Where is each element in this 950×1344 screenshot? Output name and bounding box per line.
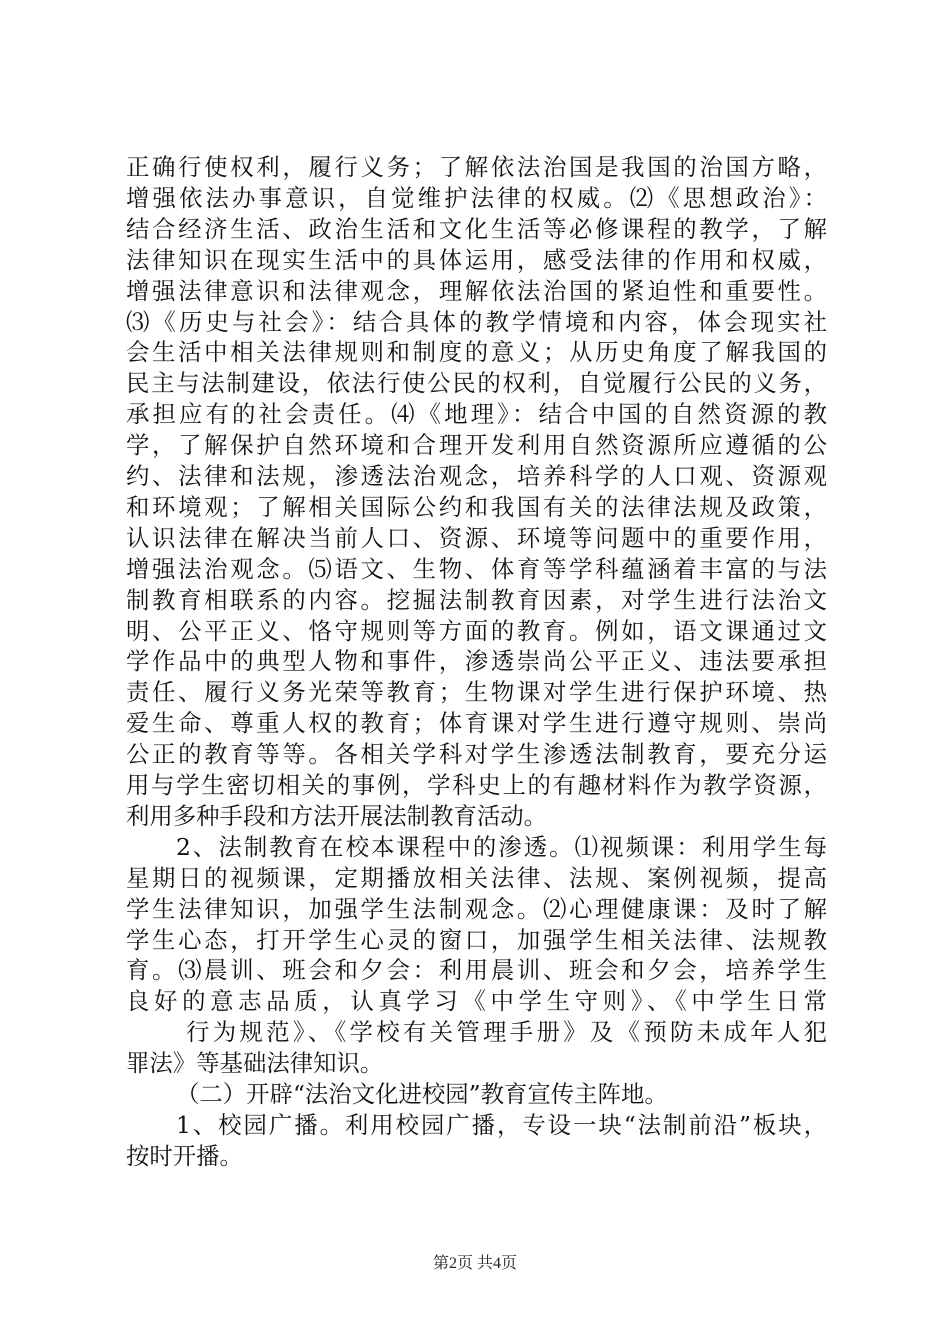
text-line: 承担应有的社会责任。⑷《地理》：结合中国的自然资源的教 — [126, 400, 831, 429]
text-line: 结合经济生活、政治生活和文化生活等必修课程的教学，了解 — [126, 214, 830, 243]
text-line: 和环境观；了解相关国际公约和我国有关的法律法规及政策， — [126, 492, 830, 521]
text-line: 公正的教育等等。各相关学科对学生渗透法制教育，要充分运 — [126, 740, 830, 769]
text-line: 按时开播。 — [126, 1141, 243, 1170]
text-line: 良好的意志品质，认真学习《中学生守则》、《中学生日常 — [126, 987, 832, 1016]
text-line: 爱生命、尊重人权的教育；体育课对学生进行遵守规则、崇尚 — [126, 709, 830, 738]
text-line: 用与学生密切相关的事例，学科史上的有趣材料作为教学资源， — [126, 771, 829, 799]
text-line: 罪法》等基础法律知识。 — [126, 1049, 384, 1078]
text-line: 法律知识在现实生活中的具体运用，感受法律的作用和权威， — [126, 245, 830, 274]
text-line: 1、校园广播。利用校园广播，专设一块“法制前沿”板块， — [176, 1110, 829, 1139]
text-line: 2、法制教育在校本课程中的渗透。⑴视频课：利用学生每 — [176, 832, 830, 861]
text-line: 利用多种手段和方法开展法制教育活动。 — [126, 801, 548, 830]
text-line: 星期日的视频课，定期播放相关法律、法规、案例视频，提高 — [126, 863, 830, 892]
text-line: 育。⑶晨训、班会和夕会：利用晨训、班会和夕会，培养学生 — [126, 956, 830, 985]
text-line: 学生法律知识，加强学生法制观念。⑵心理健康课：及时了解 — [126, 894, 830, 923]
text-line: 明、公平正义、恪守规则等方面的教育。例如，语文课通过文 — [126, 616, 830, 645]
text-line: 会生活中相关法律规则和制度的意义；从历史角度了解我国的 — [126, 338, 830, 367]
text-line: 认识法律在解决当前人口、资源、环境等问题中的重要作用， — [126, 523, 830, 552]
text-line: 学生心态，打开学生心灵的窗口，加强学生相关法律、法规教 — [126, 925, 830, 954]
text-line: 学，了解保护自然环境和合理开发利用自然资源所应遵循的公 — [126, 431, 830, 460]
text-line: （二）开辟“法治文化进校园”教育宣传主阵地。 — [176, 1080, 668, 1108]
text-line: 增强法律意识和法律观念，理解依法治国的紧迫性和重要性。 — [126, 276, 830, 305]
text-line: 增强法治观念。⑸语文、生物、体育等学科蕴涵着丰富的与法 — [126, 554, 830, 583]
text-line: 制教育相联系的内容。挖掘法制教育因素，对学生进行法治文 — [126, 585, 830, 614]
text-line: 约、法律和法规，渗透法治观念，培养科学的人口观、资源观 — [126, 462, 830, 490]
text-line: ⑶《历史与社会》：结合具体的教学情境和内容，体会现实社 — [126, 307, 831, 336]
text-line: 行为规范》、《学校有关管理手册》及《预防未成年人犯 — [186, 1018, 831, 1047]
text-line: 正确行使权利，履行义务；了解依法治国是我国的治国方略， — [126, 153, 830, 181]
text-line: 增强依法办事意识，自觉维护法律的权威。⑵《思想政治》： — [126, 183, 831, 212]
text-line: 学作品中的典型人物和事件，渗透崇尚公平正义、违法要承担 — [126, 647, 830, 676]
text-line: 责任、履行义务光荣等教育；生物课对学生进行保护环境、热 — [126, 678, 830, 707]
page-footer: 第2页 共4页 — [432, 1255, 517, 1272]
text-line: 民主与法制建设，依法行使公民的权利，自觉履行公民的义务， — [126, 369, 829, 398]
